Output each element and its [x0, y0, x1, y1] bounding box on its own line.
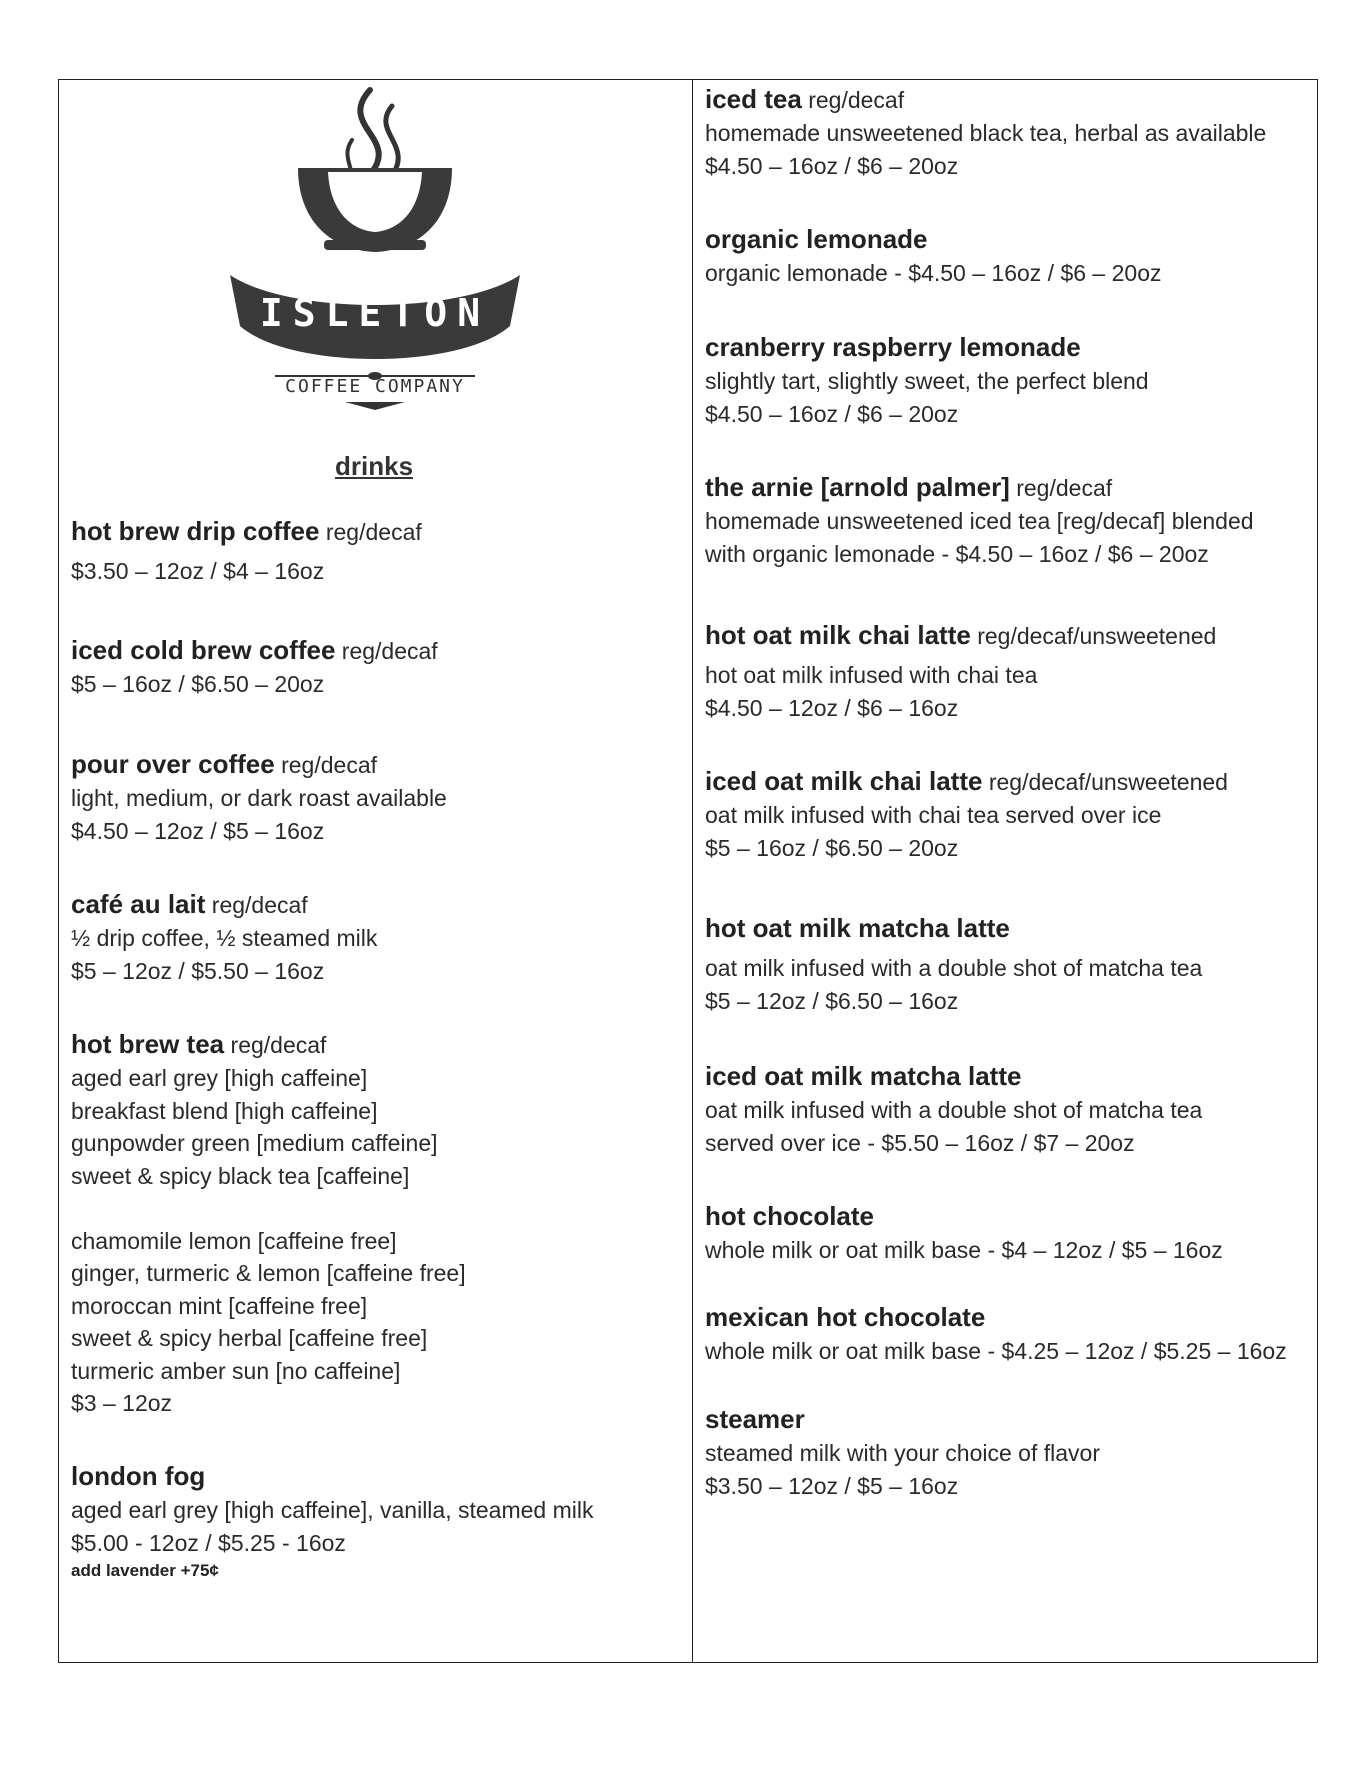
item-qualifier: reg/decaf: [325, 519, 422, 545]
isleton-logo: [220, 80, 530, 410]
item-description: aged earl grey [high caffeine], vanilla, steamed milk: [71, 1497, 594, 1523]
item-title: london fog: [71, 1461, 206, 1491]
menu-item-iced-cold-brew-coffee: [71, 633, 681, 701]
item-description: homemade unsweetened iced tea [reg/decaf] blended: [705, 508, 1254, 534]
item-title: organic lemonade: [705, 224, 928, 254]
item-qualifier: reg/decaf: [1016, 475, 1113, 501]
menu-item-cranberry-raspberry-lemonade: [705, 330, 1317, 430]
item-addon: add lavender +75¢: [71, 1561, 219, 1580]
item-title: café au lait: [71, 889, 206, 919]
item-price: $3 – 12oz: [71, 1390, 173, 1416]
tea-option: moroccan mint [caffeine free]: [71, 1292, 368, 1319]
item-description: hot oat milk infused with chai tea: [705, 662, 1038, 688]
tea-option: chamomile lemon [caffeine free]: [71, 1227, 397, 1254]
menu-item-pour-over-coffee: [71, 747, 681, 847]
item-title: hot brew drip coffee: [71, 516, 320, 546]
item-title: iced cold brew coffee: [71, 635, 336, 665]
item-title: mexican hot chocolate: [705, 1302, 986, 1332]
item-description: light, medium, or dark roast available: [71, 785, 447, 811]
item-description: oat milk infused with a double shot of matcha tea: [705, 1097, 1203, 1123]
item-description: homemade unsweetened black tea, herbal as available: [705, 120, 1267, 146]
item-description: organic lemonade - $4.50 – 16oz / $6 – 20oz: [705, 260, 1162, 286]
menu-item-hot-oat-milk-chai-latte: [705, 618, 1317, 724]
item-qualifier: reg/decaf: [281, 752, 378, 778]
tea-option: breakfast blend [high caffeine]: [71, 1097, 378, 1124]
item-qualifier: reg/decaf: [211, 892, 308, 918]
item-price: $5.00 - 12oz / $5.25 - 16oz: [71, 1529, 346, 1556]
item-title: hot brew tea: [71, 1029, 225, 1059]
item-title: hot oat milk matcha latte: [705, 913, 1010, 943]
item-price: $4.50 – 16oz / $6 – 20oz: [705, 400, 959, 427]
tea-option: ginger, turmeric & lemon [caffeine free]: [71, 1260, 466, 1286]
item-description: steamed milk with your choice of flavor: [705, 1440, 1100, 1466]
menu-item-hot-oat-milk-matcha-latte: [705, 911, 1317, 1017]
item-qualifier: reg/decaf: [808, 87, 905, 113]
item-title: pour over coffee: [71, 749, 275, 779]
menu-item-steamer: [705, 1402, 1317, 1502]
menu-item-london-fog: [71, 1459, 681, 1583]
item-description: whole milk or oat milk base - $4 – 12oz / $5 – 16oz: [705, 1237, 1223, 1263]
menu-item-iced-tea: [705, 82, 1317, 182]
item-price: $4.50 – 12oz / $5 – 16oz: [71, 817, 325, 844]
item-price: $3.50 – 12oz / $5 – 16oz: [705, 1472, 959, 1499]
tea-option: turmeric amber sun [no caffeine]: [71, 1357, 401, 1384]
item-title: steamer: [705, 1404, 805, 1434]
item-description: oat milk infused with chai tea served over ice: [705, 802, 1162, 828]
menu-item-organic-lemonade: [705, 222, 1317, 290]
menu-item-the-arnie: [705, 470, 1317, 570]
item-qualifier: reg/decaf/unsweetened: [977, 623, 1217, 649]
spacer: [71, 1192, 681, 1225]
item-price: $5 – 16oz / $6.50 – 20oz: [705, 834, 959, 861]
item-title: iced oat milk matcha latte: [705, 1061, 1022, 1091]
item-title: cranberry raspberry lemonade: [705, 332, 1081, 362]
tea-option: sweet & spicy black tea [caffeine]: [71, 1162, 410, 1189]
item-title: the arnie [arnold palmer]: [705, 472, 1010, 502]
item-description: oat milk infused with a double shot of matcha tea: [705, 955, 1203, 981]
item-title: hot chocolate: [705, 1201, 875, 1231]
menu-item-iced-oat-milk-matcha-latte: [705, 1059, 1317, 1159]
item-description: ½ drip coffee, ½ steamed milk: [71, 925, 378, 951]
item-description: with organic lemonade - $4.50 – 16oz / $6 – 20oz: [705, 540, 1209, 567]
column-divider: [692, 79, 693, 1663]
item-price: $5 – 12oz / $6.50 – 16oz: [705, 987, 959, 1014]
item-description: whole milk or oat milk base - $4.25 – 12oz / $5.25 – 16oz: [705, 1338, 1287, 1364]
item-title: hot oat milk chai latte: [705, 620, 971, 650]
item-price: $5 – 12oz / $5.50 – 16oz: [71, 957, 325, 984]
item-price: $4.50 – 16oz / $6 – 20oz: [705, 152, 959, 179]
item-price: $5 – 16oz / $6.50 – 20oz: [71, 671, 325, 697]
item-price: $3.50 – 12oz / $4 – 16oz: [71, 558, 325, 584]
menu-item-hot-brew-tea: [71, 1027, 681, 1420]
item-qualifier: reg/decaf/unsweetened: [988, 769, 1228, 795]
item-title: iced oat milk chai latte: [705, 766, 983, 796]
item-qualifier: reg/decaf: [230, 1032, 327, 1058]
item-description: served over ice - $5.50 – 16oz / $7 – 20oz: [705, 1129, 1135, 1156]
menu-item-mexican-hot-chocolate: [705, 1300, 1317, 1368]
menu-item-iced-oat-milk-chai-latte: [705, 764, 1317, 864]
tea-option: sweet & spicy herbal [caffeine free]: [71, 1325, 428, 1351]
menu-item-hot-chocolate: [705, 1199, 1317, 1267]
tea-option: gunpowder green [medium caffeine]: [71, 1130, 438, 1156]
tea-option: aged earl grey [high caffeine]: [71, 1065, 368, 1091]
logo-sub-text: COFFEE COMPANY: [285, 376, 465, 397]
section-heading-drinks: drinks: [335, 451, 414, 481]
item-title: iced tea: [705, 84, 802, 114]
item-qualifier: reg/decaf: [341, 638, 438, 664]
item-price: $4.50 – 12oz / $6 – 16oz: [705, 694, 959, 721]
menu-item-cafe-au-lait: [71, 887, 681, 987]
menu-item-hot-brew-drip-coffee: [71, 514, 681, 588]
item-description: slightly tart, slightly sweet, the perfect blend: [705, 368, 1149, 394]
logo-brand-text: ISLETON: [259, 291, 491, 335]
